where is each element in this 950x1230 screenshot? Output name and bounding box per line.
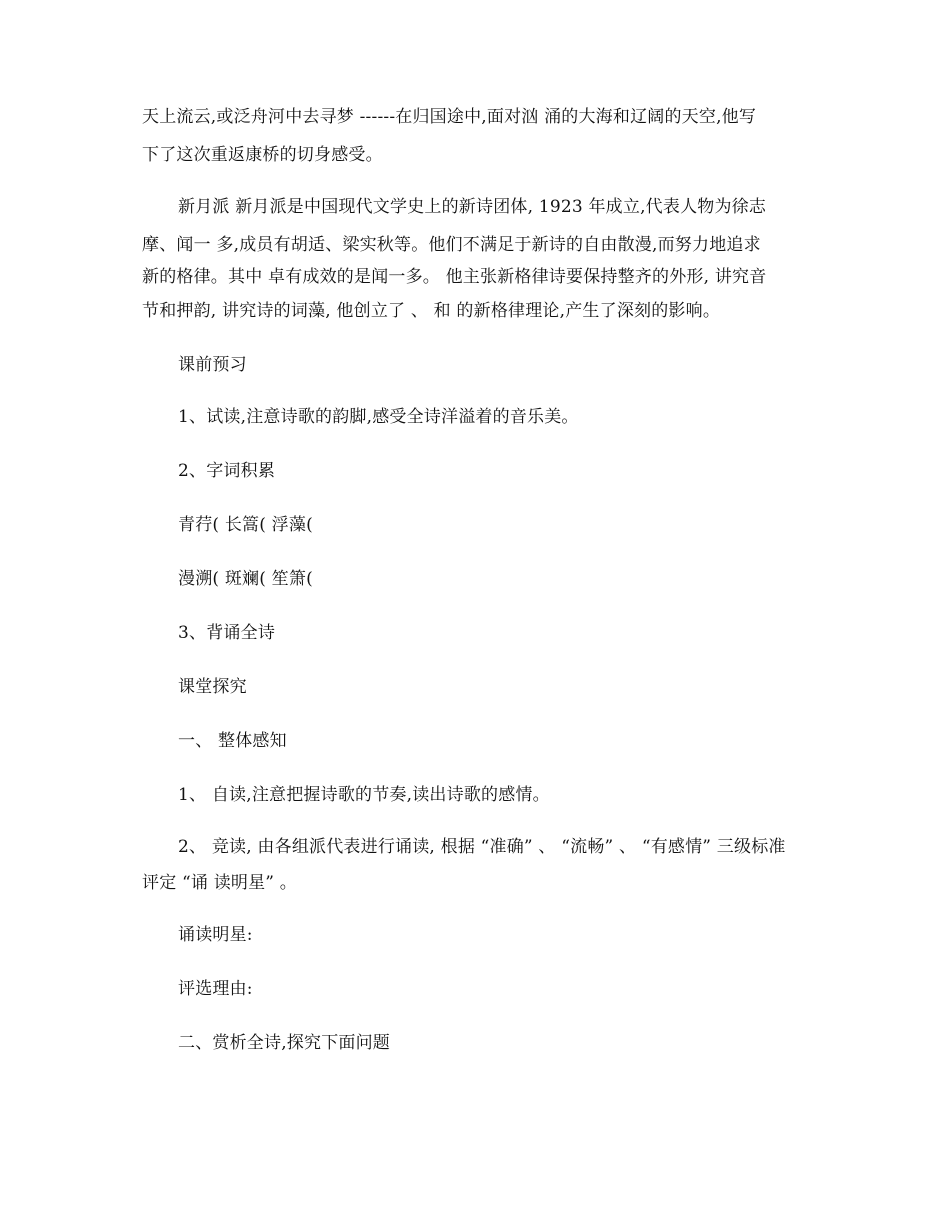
section-heading: 一、 整体感知	[178, 731, 287, 751]
text-line: 2、 竞读, 由各组派代表进行诵读, 根据 “准确” 、 “流畅” 、 “有感情” 三级标准	[178, 837, 786, 857]
section-heading: 课堂探究	[178, 677, 247, 697]
text-line: 下了这次重返康桥的切身感受。	[142, 145, 383, 165]
text-line: 漫溯( 斑斓( 笙箫(	[178, 569, 313, 589]
text-line: 评定 “诵 读明星” 。	[142, 873, 297, 893]
text-line: 青荇( 长篙( 浮藻(	[178, 515, 313, 535]
section-heading: 二、赏析全诗,探究下面问题	[178, 1033, 391, 1053]
text-line: 摩、闻一 多,成员有胡适、梁实秋等。他们不满足于新诗的自由散漫,而努力地追求	[142, 235, 761, 255]
text-line: 2、字词积累	[178, 461, 276, 481]
text-line: 1、试读,注意诗歌的韵脚,感受全诗洋溢着的音乐美。	[178, 407, 579, 427]
text-line: 1、 自读,注意把握诗歌的节奏,读出诗歌的感情。	[178, 785, 550, 805]
text-line: 天上流云,或泛舟河中去寻梦 ------在归国途中,面对汹 涌的大海和辽阔的天空,他写	[142, 107, 757, 127]
text-line: 评选理由:	[178, 979, 253, 999]
text-line: 3、背诵全诗	[178, 623, 276, 643]
text-line: 新月派 新月派是中国现代文学史上的新诗团体, 1923 年成立,代表人物为徐志	[178, 197, 767, 217]
text-line: 诵读明星:	[178, 925, 253, 945]
section-heading: 课前预习	[178, 355, 247, 375]
text-line: 新的格律。其中 卓有成效的是闻一多。 他主张新格律诗要保持整齐的外形, 讲究音	[142, 267, 767, 287]
text-line: 节和押韵, 讲究诗的词藻, 他创立了 、 和 的新格律理论,产生了深刻的影响。	[142, 301, 721, 321]
